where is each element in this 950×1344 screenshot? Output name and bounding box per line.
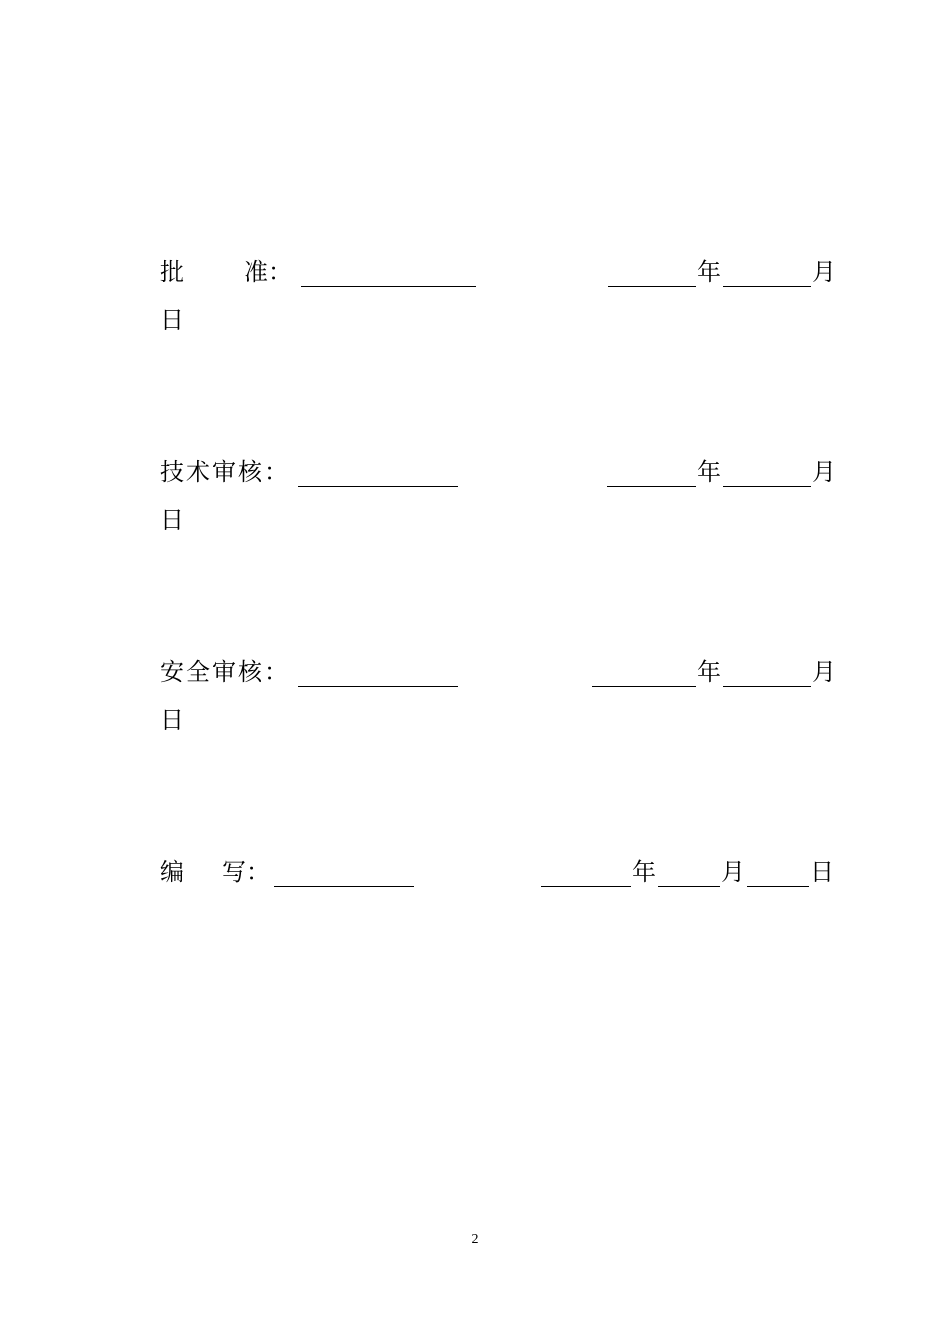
author-label-char1: 编 [160,858,184,886]
approval-day-label: 日 [160,306,184,334]
approval-label-char1: 批 [160,258,184,286]
author-row [160,860,835,890]
safety-review-row [160,660,835,690]
author-block [160,860,835,890]
approval-year-label: 年 [697,258,721,286]
author-signature-line[interactable] [274,860,414,887]
author-year-label: 年 [632,858,656,886]
technical-review-month-label: 月 [812,458,836,486]
safety-review-year-line[interactable] [592,660,696,687]
approval-year-line[interactable] [608,260,696,287]
approval-month-line[interactable] [723,260,811,287]
technical-review-month-line[interactable] [723,460,811,487]
approval-block [160,258,836,334]
author-label-char2: 写： [222,858,270,886]
technical-review-block [160,458,836,534]
technical-review-signature-line[interactable] [298,460,458,487]
safety-review-signature-line[interactable] [298,660,458,687]
approval-signature-line[interactable] [301,260,476,287]
author-day-label: 日 [810,858,834,886]
safety-review-block [160,658,836,734]
technical-review-row [160,460,835,490]
author-year-line[interactable] [541,860,631,887]
approval-row [160,260,835,290]
page-number: 2 [471,1232,479,1247]
safety-review-day-label: 日 [160,706,184,734]
technical-review-day-label: 日 [160,506,184,534]
safety-review-month-label: 月 [812,658,836,686]
safety-review-year-label: 年 [697,658,721,686]
approval-label-char2: 准： [244,258,292,286]
approval-month-label: 月 [812,258,836,286]
technical-review-year-line[interactable] [607,460,696,487]
safety-review-month-line[interactable] [723,660,811,687]
author-month-label: 月 [721,858,745,886]
technical-review-label: 技术审核： [160,458,290,486]
author-month-line[interactable] [658,860,720,887]
technical-review-year-label: 年 [697,458,721,486]
author-day-line[interactable] [747,860,809,887]
safety-review-label: 安全审核： [160,658,290,686]
